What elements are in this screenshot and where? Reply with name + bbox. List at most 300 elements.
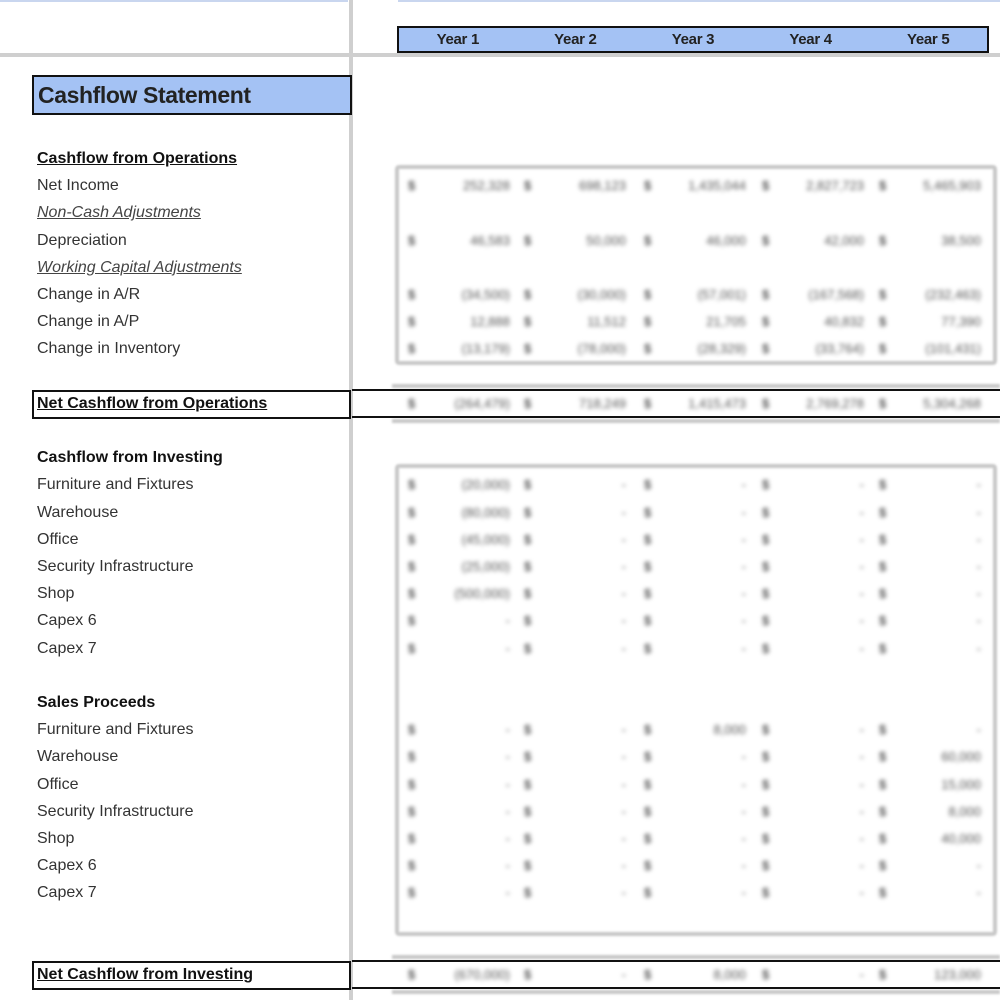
table-row <box>0 798 1000 825</box>
currency-symbol: $ <box>524 477 532 493</box>
cell-value: - <box>621 858 626 874</box>
table-row <box>0 335 1000 362</box>
value-cell[interactable] <box>636 281 752 308</box>
cell-value: - <box>741 831 746 846</box>
cell-value: 38,500 <box>941 232 981 248</box>
value-cell[interactable] <box>516 281 632 308</box>
row-values <box>400 961 990 988</box>
value-cell[interactable] <box>636 580 752 607</box>
currency-symbol: $ <box>879 722 887 738</box>
cell-value: 46,583 <box>470 232 510 248</box>
currency-symbol: $ <box>408 831 416 846</box>
currency-symbol: $ <box>524 232 532 248</box>
value-cell[interactable] <box>871 607 987 634</box>
row-label[interactable]: Working Capital Adjustments <box>37 258 242 276</box>
value-cell[interactable] <box>636 390 752 417</box>
row-values <box>400 335 990 362</box>
value-cell[interactable] <box>636 771 752 798</box>
currency-symbol: $ <box>879 395 887 411</box>
value-cell[interactable] <box>754 852 870 879</box>
value-cell[interactable] <box>871 852 987 879</box>
row-label[interactable]: Shop <box>37 585 75 603</box>
currency-symbol: $ <box>644 613 652 629</box>
value-cell[interactable] <box>400 798 516 825</box>
row-label[interactable]: Office <box>37 775 79 793</box>
year-header: Year 3 <box>671 31 715 48</box>
value-cell[interactable] <box>400 961 516 988</box>
cell-value: 11,512 <box>587 314 626 330</box>
row-label[interactable]: Warehouse <box>37 503 119 521</box>
value-cell[interactable] <box>871 499 987 526</box>
row-label[interactable]: Cashflow from Operations <box>37 150 238 167</box>
value-cell[interactable] <box>516 743 632 770</box>
value-cell[interactable] <box>871 580 987 607</box>
value-cell[interactable] <box>754 390 870 417</box>
currency-symbol: $ <box>879 477 887 493</box>
cell-value: (670,000) <box>454 967 510 982</box>
currency-symbol: $ <box>879 341 887 357</box>
row-label[interactable]: Sales Proceeds <box>37 694 156 711</box>
table-row <box>0 553 1000 580</box>
currency-symbol: $ <box>879 287 887 302</box>
cell-value: - <box>505 749 510 765</box>
value-cell[interactable] <box>754 553 870 580</box>
cell-value: - <box>505 640 510 656</box>
cell-value: (45,000) <box>461 531 510 547</box>
value-cell[interactable] <box>636 635 752 662</box>
value-cell[interactable] <box>871 771 987 798</box>
table-row <box>0 308 1000 335</box>
year-header: Year 4 <box>789 31 832 48</box>
cell-value: (101,431) <box>925 341 981 357</box>
currency-symbol: $ <box>408 531 416 547</box>
currency-symbol: $ <box>879 885 887 901</box>
cell-value: - <box>976 531 981 547</box>
cell-value: 1,415,473 <box>688 395 746 411</box>
value-cell[interactable] <box>516 227 632 254</box>
row-values <box>400 852 990 879</box>
table-row <box>0 852 1000 879</box>
cell-value: - <box>621 885 626 901</box>
value-cell[interactable] <box>871 798 987 825</box>
currency-symbol: $ <box>524 803 532 819</box>
cell-value: 77,390 <box>941 314 981 330</box>
cell-value: - <box>976 885 981 901</box>
value-cell[interactable] <box>516 825 632 852</box>
value-cell[interactable] <box>400 716 516 743</box>
row-label[interactable]: Security Infrastructure <box>37 558 194 575</box>
cell-value: - <box>741 640 746 656</box>
row-label[interactable]: Change in A/P <box>37 313 140 331</box>
cell-value: - <box>621 586 626 602</box>
currency-symbol: $ <box>762 967 770 982</box>
cell-value: (33,764) <box>815 341 864 357</box>
currency-symbol: $ <box>524 341 532 357</box>
value-cell[interactable] <box>754 499 870 526</box>
cell-value: 698,123 <box>579 178 626 194</box>
value-cell[interactable] <box>636 607 752 634</box>
currency-symbol: $ <box>762 722 770 738</box>
cell-value: - <box>621 477 626 493</box>
cell-value: - <box>741 776 746 792</box>
cell-value: - <box>621 722 626 738</box>
cell-value: - <box>741 613 746 629</box>
value-cell[interactable] <box>516 335 632 362</box>
cell-value: - <box>505 831 510 846</box>
value-cell[interactable] <box>636 526 752 553</box>
value-cell[interactable] <box>636 852 752 879</box>
currency-symbol: $ <box>408 477 416 493</box>
value-cell[interactable] <box>400 281 516 308</box>
cell-value: (57,001) <box>697 287 746 302</box>
value-cell[interactable] <box>754 526 870 553</box>
value-cell[interactable] <box>636 825 752 852</box>
value-cell[interactable] <box>754 743 870 770</box>
currency-symbol: $ <box>762 831 770 846</box>
value-cell[interactable] <box>636 308 752 335</box>
currency-symbol: $ <box>408 586 416 602</box>
value-cell[interactable] <box>871 281 987 308</box>
table-row <box>0 145 1000 172</box>
currency-symbol: $ <box>644 831 652 846</box>
value-cell[interactable] <box>400 172 516 199</box>
value-cell[interactable] <box>754 281 870 308</box>
value-cell[interactable] <box>636 335 752 362</box>
value-cell[interactable] <box>871 961 987 988</box>
value-cell[interactable] <box>636 172 752 199</box>
cell-value: - <box>621 776 626 792</box>
cell-value: - <box>621 613 626 629</box>
cell-value: (264,479) <box>454 395 510 411</box>
currency-symbol: $ <box>408 178 416 194</box>
cell-value: 252,328 <box>463 178 510 194</box>
table-row <box>0 499 1000 526</box>
value-cell[interactable] <box>871 743 987 770</box>
currency-symbol: $ <box>408 722 416 738</box>
value-cell[interactable] <box>871 879 987 906</box>
currency-symbol: $ <box>408 749 416 765</box>
cell-value: - <box>859 586 864 602</box>
row-label[interactable]: Capex 6 <box>37 612 97 630</box>
value-cell[interactable] <box>636 743 752 770</box>
frozen-row-divider[interactable] <box>0 53 1000 57</box>
cell-value: 42,000 <box>824 232 864 248</box>
value-cell[interactable] <box>871 716 987 743</box>
currency-symbol: $ <box>408 776 416 792</box>
cell-value: - <box>976 504 981 520</box>
currency-symbol: $ <box>644 314 652 330</box>
value-cell[interactable] <box>636 798 752 825</box>
value-cell[interactable] <box>636 879 752 906</box>
value-cell[interactable] <box>516 961 632 988</box>
currency-symbol: $ <box>644 531 652 547</box>
cell-value: - <box>976 613 981 629</box>
row-label[interactable]: Non-Cash Adjustments <box>37 204 201 222</box>
value-cell[interactable] <box>400 471 516 498</box>
cell-value: - <box>505 613 510 629</box>
currency-symbol: $ <box>644 178 652 194</box>
currency-symbol: $ <box>524 776 532 792</box>
value-cell[interactable] <box>516 798 632 825</box>
currency-symbol: $ <box>408 559 416 574</box>
value-cell[interactable] <box>400 635 516 662</box>
currency-symbol: $ <box>524 395 532 411</box>
value-cell[interactable] <box>754 580 870 607</box>
value-cell[interactable] <box>754 308 870 335</box>
value-cell[interactable] <box>754 172 870 199</box>
cell-value: - <box>859 776 864 792</box>
currency-symbol: $ <box>644 477 652 493</box>
row-label[interactable]: Net Cashflow from Investing <box>37 966 254 983</box>
cell-value: - <box>859 613 864 629</box>
row-label[interactable]: Net Income <box>37 177 119 195</box>
row-values <box>400 172 990 199</box>
value-cell[interactable] <box>400 771 516 798</box>
row-values <box>400 607 990 634</box>
row-label[interactable]: Shop <box>37 830 75 847</box>
value-cell[interactable] <box>400 390 516 417</box>
table-row <box>0 526 1000 553</box>
cell-value: - <box>859 559 864 574</box>
cell-value: - <box>976 858 981 874</box>
cell-value: (28,329) <box>697 341 746 357</box>
currency-symbol: $ <box>762 586 770 602</box>
cell-value: - <box>505 803 510 819</box>
currency-symbol: $ <box>879 559 887 574</box>
value-cell[interactable] <box>754 335 870 362</box>
year-header: Year 1 <box>436 31 479 48</box>
table-row <box>0 879 1000 906</box>
currency-symbol: $ <box>644 722 652 738</box>
value-cell[interactable] <box>871 635 987 662</box>
table-row <box>0 444 1000 471</box>
value-cell[interactable] <box>400 499 516 526</box>
year-header-bar <box>397 26 989 53</box>
value-cell[interactable] <box>400 335 516 362</box>
row-label[interactable]: Warehouse <box>37 748 119 766</box>
currency-symbol: $ <box>879 967 887 982</box>
value-cell[interactable] <box>516 526 632 553</box>
value-cell[interactable] <box>636 227 752 254</box>
value-cell[interactable] <box>400 879 516 906</box>
value-cell[interactable] <box>400 580 516 607</box>
currency-symbol: $ <box>408 967 416 982</box>
value-cell[interactable] <box>516 580 632 607</box>
total-row <box>0 390 1000 417</box>
value-cell[interactable] <box>754 716 870 743</box>
currency-symbol: $ <box>524 314 532 330</box>
row-label[interactable]: Change in A/R <box>37 286 141 303</box>
row-values <box>400 526 990 553</box>
row-label[interactable]: Capex 6 <box>37 857 97 875</box>
value-cell[interactable] <box>636 471 752 498</box>
row-label[interactable]: Capex 7 <box>37 639 97 657</box>
currency-symbol: $ <box>408 314 416 330</box>
currency-symbol: $ <box>524 885 532 901</box>
value-cell[interactable] <box>871 553 987 580</box>
value-cell[interactable] <box>516 308 632 335</box>
currency-symbol: $ <box>644 586 652 602</box>
cell-value: - <box>505 776 510 792</box>
currency-symbol: $ <box>524 967 532 982</box>
cell-value: - <box>859 803 864 819</box>
value-cell[interactable] <box>636 961 752 988</box>
value-cell[interactable] <box>400 227 516 254</box>
currency-symbol: $ <box>408 341 416 357</box>
value-cell[interactable] <box>871 471 987 498</box>
cell-value: 21,705 <box>706 314 746 330</box>
row-label[interactable]: Cashflow from Investing <box>37 449 223 467</box>
value-cell[interactable] <box>516 390 632 417</box>
value-cell[interactable] <box>400 526 516 553</box>
row-label[interactable]: Depreciation <box>37 231 127 249</box>
currency-symbol: $ <box>762 341 770 357</box>
cell-value: - <box>505 722 510 738</box>
cell-value: - <box>741 803 746 819</box>
currency-symbol: $ <box>408 232 416 248</box>
value-cell[interactable] <box>516 771 632 798</box>
cell-value: - <box>741 531 746 547</box>
cell-value: - <box>859 831 864 846</box>
cell-value: 40,000 <box>941 831 981 846</box>
value-cell[interactable] <box>400 607 516 634</box>
row-values <box>400 879 990 906</box>
currency-symbol: $ <box>762 504 770 520</box>
currency-symbol: $ <box>524 613 532 629</box>
page-title: Cashflow Statement <box>32 75 352 115</box>
cell-value: - <box>976 722 981 738</box>
currency-symbol: $ <box>408 287 416 302</box>
currency-symbol: $ <box>524 559 532 574</box>
currency-symbol: $ <box>524 287 532 302</box>
row-label[interactable]: Capex 7 <box>37 884 97 902</box>
value-cell[interactable] <box>871 308 987 335</box>
value-cell[interactable] <box>516 499 632 526</box>
row-values <box>400 553 990 580</box>
cell-value: 5,465,903 <box>923 178 981 194</box>
currency-symbol: $ <box>879 749 887 765</box>
table-row <box>0 825 1000 852</box>
value-cell[interactable] <box>871 335 987 362</box>
cell-value: - <box>741 858 746 874</box>
value-cell[interactable] <box>754 635 870 662</box>
value-cell[interactable] <box>754 607 870 634</box>
value-cell[interactable] <box>871 825 987 852</box>
currency-symbol: $ <box>524 749 532 765</box>
row-values <box>400 798 990 825</box>
value-cell[interactable] <box>871 526 987 553</box>
cell-value: - <box>741 885 746 901</box>
cell-value: 5,304,268 <box>923 395 981 411</box>
value-cell[interactable] <box>636 553 752 580</box>
value-cell[interactable] <box>754 825 870 852</box>
table-row <box>0 254 1000 281</box>
cell-value: - <box>976 640 981 656</box>
table-row <box>0 199 1000 226</box>
cell-value: (25,000) <box>461 559 510 574</box>
value-cell[interactable] <box>400 743 516 770</box>
cell-value: 718,249 <box>579 395 626 411</box>
row-label[interactable]: Net Cashflow from Operations <box>37 394 268 412</box>
value-cell[interactable] <box>516 716 632 743</box>
value-cell[interactable] <box>516 172 632 199</box>
top-border <box>398 0 1000 2</box>
value-cell[interactable] <box>636 499 752 526</box>
cell-value: - <box>859 477 864 493</box>
row-label[interactable]: Office <box>37 530 79 548</box>
currency-symbol: $ <box>644 287 652 302</box>
row-values <box>400 390 990 417</box>
currency-symbol: $ <box>644 803 652 819</box>
cell-value: (78,000) <box>577 341 626 357</box>
value-cell[interactable] <box>400 852 516 879</box>
value-cell[interactable] <box>516 635 632 662</box>
value-cell[interactable] <box>516 553 632 580</box>
currency-symbol: $ <box>879 232 887 248</box>
currency-symbol: $ <box>879 586 887 602</box>
value-cell[interactable] <box>754 227 870 254</box>
table-row <box>0 172 1000 199</box>
value-cell[interactable] <box>516 879 632 906</box>
value-cell[interactable] <box>754 879 870 906</box>
cell-value: (13,179) <box>461 341 510 357</box>
cell-value: 50,000 <box>586 232 626 248</box>
spacer-row <box>0 662 1000 689</box>
currency-symbol: $ <box>879 776 887 792</box>
cell-value: - <box>741 559 746 574</box>
cell-value: - <box>859 640 864 656</box>
cell-value: - <box>859 885 864 901</box>
row-label[interactable]: Furniture and Fixtures <box>37 721 194 739</box>
value-cell[interactable] <box>400 825 516 852</box>
cell-value: - <box>976 477 981 493</box>
value-cell[interactable] <box>754 771 870 798</box>
currency-symbol: $ <box>762 287 770 302</box>
year-header: Year 2 <box>554 31 597 48</box>
cell-value: (500,000) <box>454 586 510 602</box>
currency-symbol: $ <box>408 640 416 656</box>
row-label[interactable]: Furniture and Fixtures <box>37 476 194 494</box>
currency-symbol: $ <box>762 178 770 194</box>
value-cell[interactable] <box>400 308 516 335</box>
value-cell[interactable] <box>516 471 632 498</box>
cell-value: - <box>621 504 626 520</box>
value-cell[interactable] <box>516 852 632 879</box>
currency-symbol: $ <box>762 885 770 901</box>
row-values <box>400 635 990 662</box>
value-cell[interactable] <box>516 607 632 634</box>
row-label[interactable]: Security Infrastructure <box>37 802 194 820</box>
currency-symbol: $ <box>524 831 532 846</box>
value-cell[interactable] <box>400 553 516 580</box>
total-band <box>392 990 1000 994</box>
cell-value: - <box>621 531 626 547</box>
cell-value: (232,463) <box>925 287 981 302</box>
row-label[interactable]: Change in Inventory <box>37 340 181 358</box>
value-cell[interactable] <box>754 961 870 988</box>
value-cell[interactable] <box>871 172 987 199</box>
currency-symbol: $ <box>762 477 770 493</box>
cell-value: - <box>859 722 864 738</box>
value-cell[interactable] <box>871 390 987 417</box>
value-cell[interactable] <box>871 227 987 254</box>
value-cell[interactable] <box>754 471 870 498</box>
currency-symbol: $ <box>408 803 416 819</box>
table-row <box>0 471 1000 498</box>
value-cell[interactable] <box>754 798 870 825</box>
currency-symbol: $ <box>524 640 532 656</box>
value-cell[interactable] <box>636 716 752 743</box>
